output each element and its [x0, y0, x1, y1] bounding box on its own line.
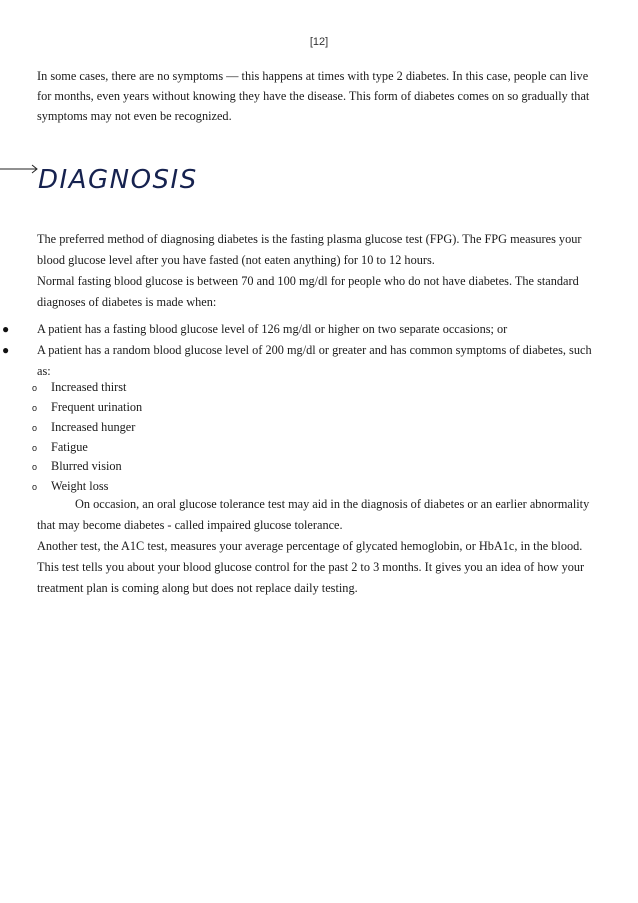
circle-bullet-icon: o [32, 403, 38, 413]
section-heading: DIAGNOSIS [38, 165, 198, 195]
arrow-icon [0, 162, 40, 176]
symptom-item [0, 437, 600, 457]
circle-bullet-icon: o [32, 383, 38, 393]
symptom-item [0, 476, 600, 496]
circle-bullet-icon: o [32, 423, 38, 433]
symptom-text: Blurred vision [51, 459, 122, 473]
symptom-text: Frequent urination [51, 400, 143, 414]
page-number: [12] [309, 36, 329, 48]
circle-bullet-icon: o [32, 462, 38, 472]
bullet-icon: ● [2, 322, 10, 336]
a1c-paragraph: Another test, the A1C test, measures your average percentage of glycated hemoglobin, or HbA1c, in the blood. This test tells you about your blood glucose control for the past 2 to 3 months. It gives you an idea of how your treatment plan is coming along but does not replace daily testing. [37, 539, 585, 595]
symptom-item [0, 456, 600, 476]
symptom-item [0, 417, 600, 437]
bullet-icon: ● [2, 343, 10, 357]
symptom-item [0, 377, 600, 397]
circle-bullet-icon: o [32, 443, 38, 453]
symptom-text: Increased thirst [51, 380, 127, 394]
circle-bullet-icon: o [32, 482, 38, 492]
symptom-item [0, 397, 600, 417]
bullet-text: A patient has a fasting blood glucose level of 126 mg/dl or higher on two separate occasions; or [37, 322, 508, 336]
intro-paragraph: In some cases, there are no symptoms — this happens at times with type 2 diabetes. In this case, people can live for months, even years without knowing they have the disease. This form of diabetes comes on so gradually that symptoms may not even be recognized. [37, 69, 590, 123]
symptom-text: Fatigue [51, 440, 88, 454]
symptom-text: Weight loss [51, 479, 109, 493]
ogtt-paragraph: On occasion, an oral glucose tolerance test may aid in the diagnosis of diabetes or an earlier abnormality that may become diabetes - called impaired glucose tolerance. [37, 497, 590, 532]
symptom-text: Increased hunger [51, 420, 136, 434]
normal-glucose-paragraph: Normal fasting blood glucose is between 70 and 100 mg/dl for people who do not have diabetes. The standard diagnoses of diabetes is made when: [37, 274, 579, 309]
fpg-paragraph: The preferred method of diagnosing diabetes is the fasting plasma glucose test (FPG). The FPG measures your blood glucose level after you have fasted (not eaten anything) for 10 to 12 hours. [37, 232, 582, 267]
bullet-text: A patient has a random blood glucose level of 200 mg/dl or greater and has common symptoms of diabetes, such as: [37, 343, 592, 378]
